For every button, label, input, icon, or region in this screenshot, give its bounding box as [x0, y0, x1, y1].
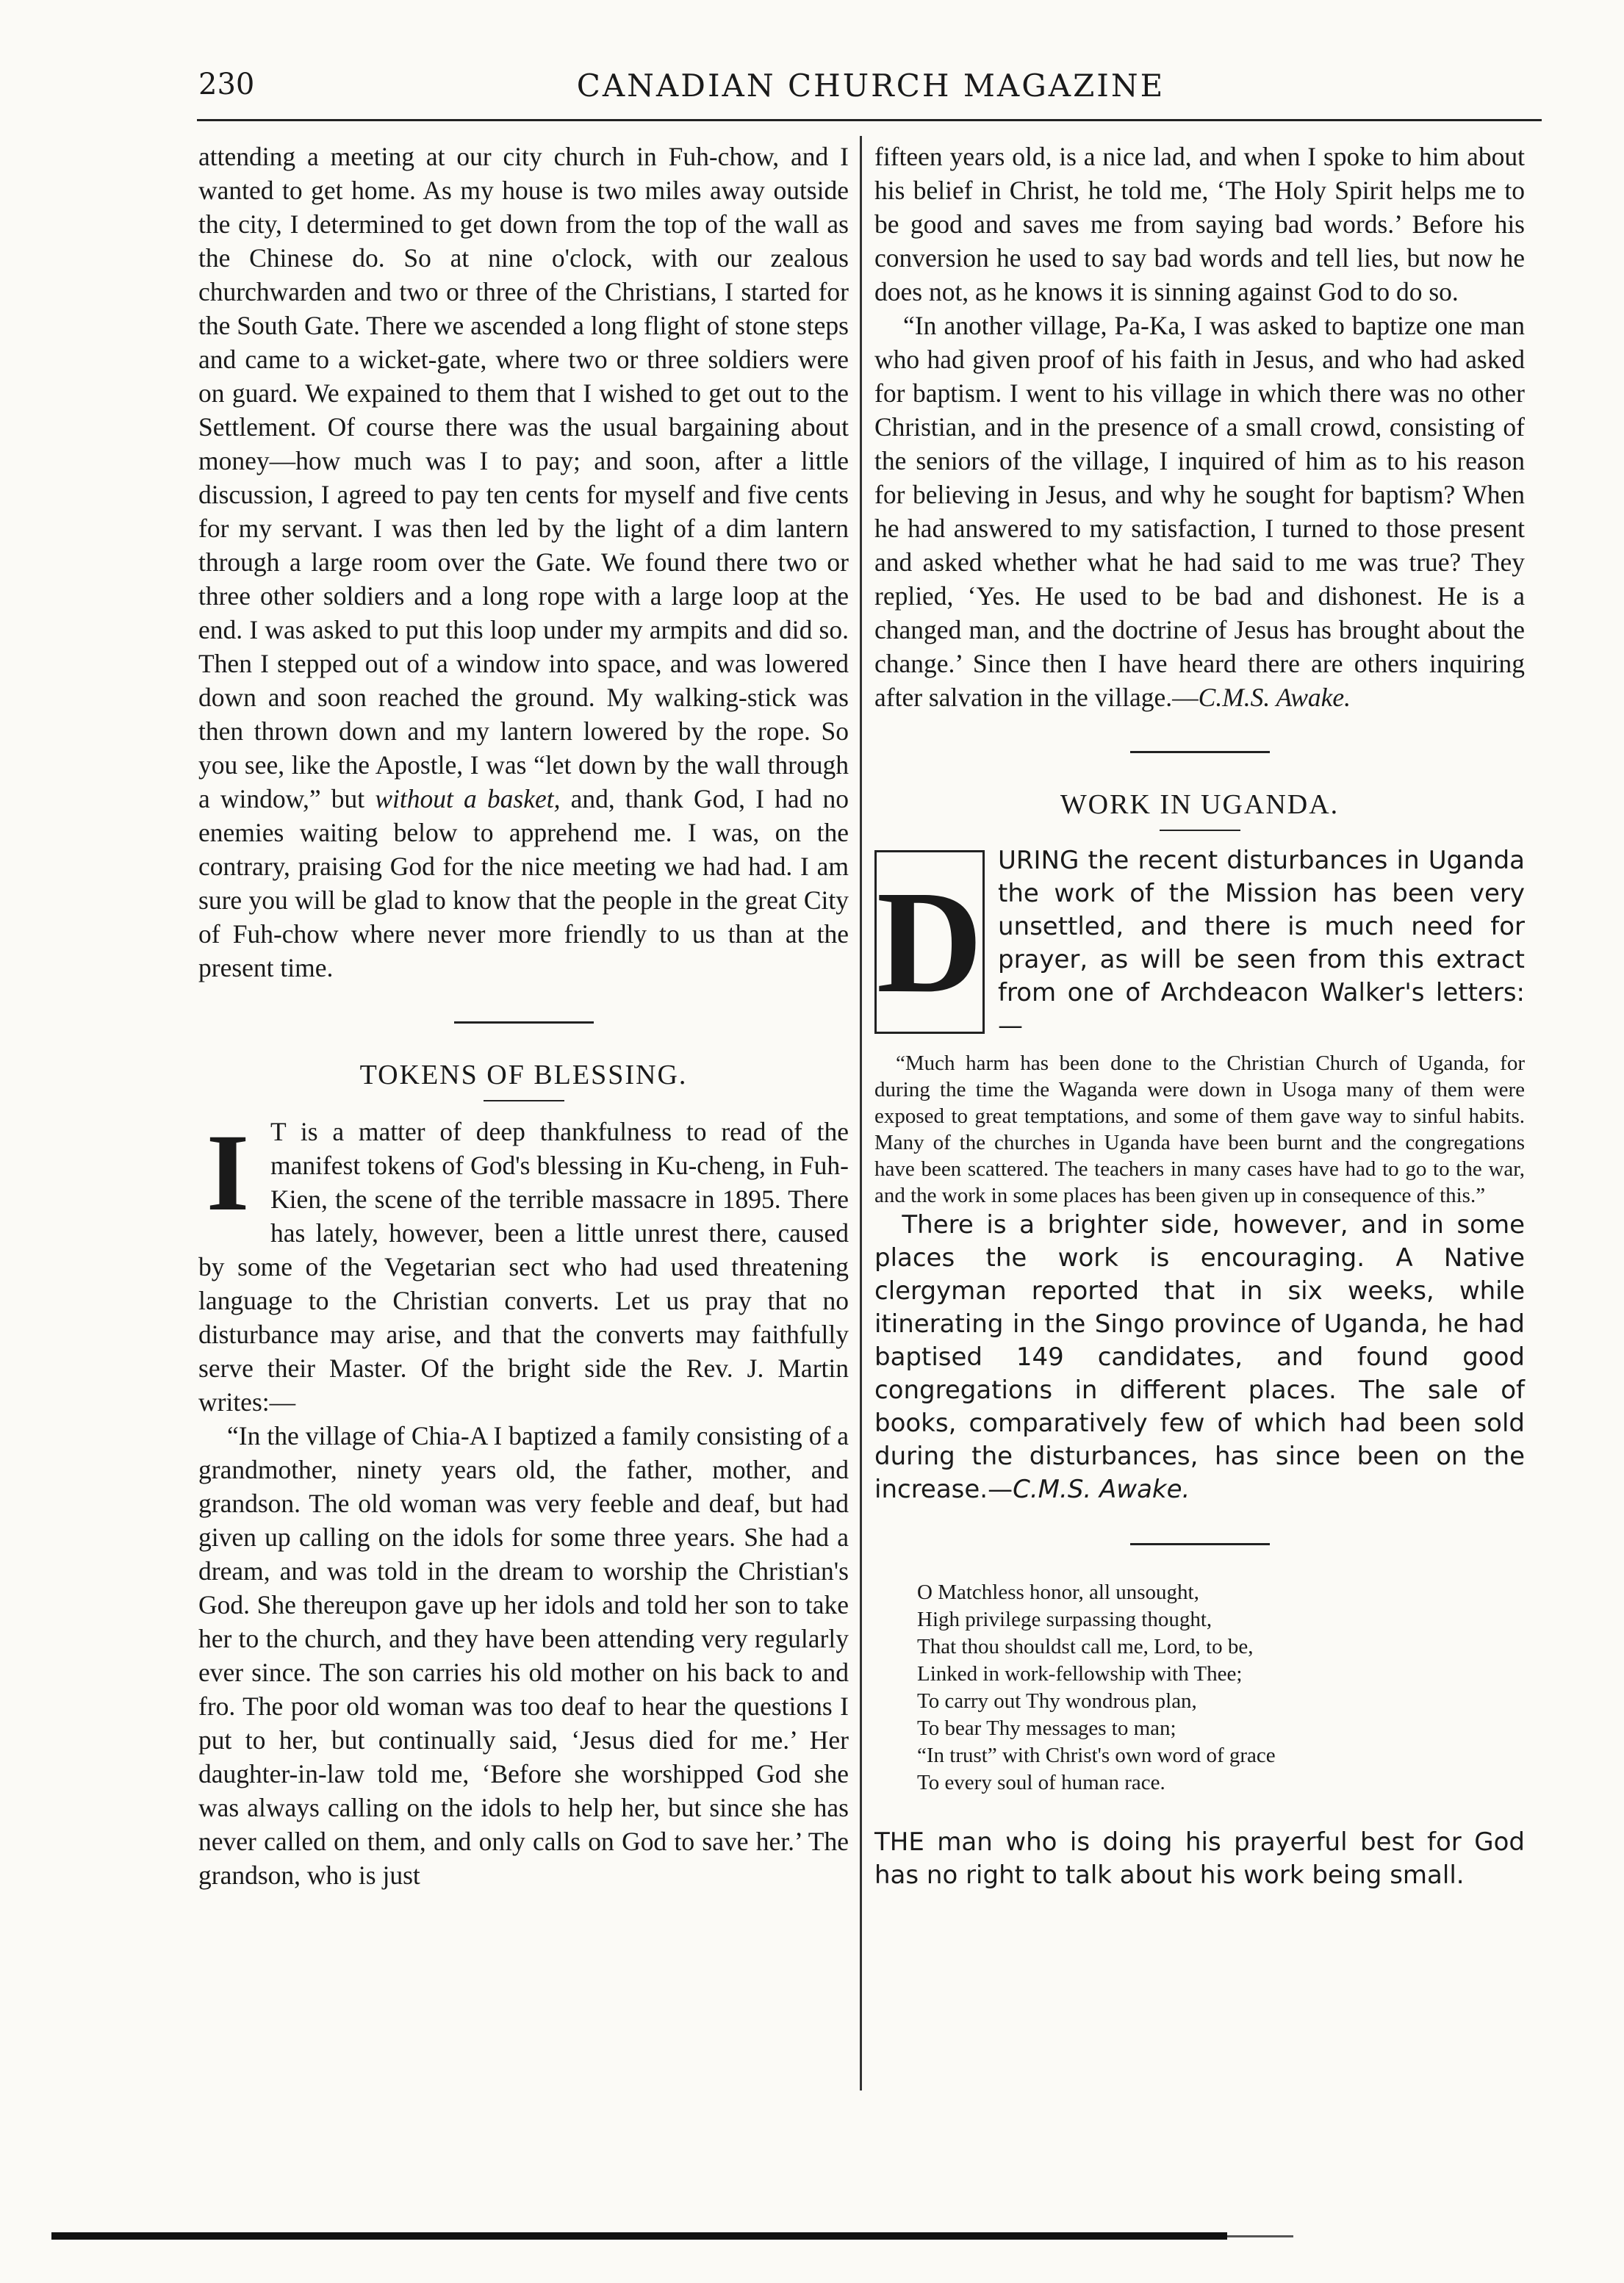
poem [917, 1579, 1525, 1797]
poem-line: To every soul of human race. [917, 1771, 1165, 1794]
section-separator [1130, 1543, 1270, 1545]
continued-paragraph: fifteen years old, is a nice lad, and when I spoke to him about his belief in Christ, he told me, ‘The Holy Spirit helps me to be good and saves me from saying bad words.’ Before his conversion he used to say bad words and tell lies, but now he does not, as he knows it is sinning against God to do so. [874, 142, 1525, 306]
section-separator [454, 1021, 594, 1024]
right-column [874, 140, 1525, 1892]
poem-line: That thou shouldst call me, Lord, to be, [917, 1635, 1254, 1658]
intro-paragraph: attending a meeting at our city church in Fuh-chow, and I wanted to get home. As my house is two miles away outside the city, I determined to get down from the top of the wall as the Chinese do. So at nine o'clock, with our zealous churchwarden and two or three of the Christians, I started for the South Gate. There we ascended a long flight of stone steps and came to a wicket-gate, where two or three soldiers were on guard. We expained to them that I wished to get out to the Settlement. Of course there was the usual bargaining about money—how much was I to pay; and soon, after a little discussion, I agreed to pay ten cents for myself and five cents for my servant. I was then led by the light of a dim lantern through a large room over the Gate. We found there two or three other soldiers and a long rope with a large loop at the end. I was asked to put this loop under my armpits and did so. Then I stepped out of a window into space, and was lowered down and soon reached the ground. My walking-stick was then thrown down and my lantern lowered by the rope. So you see, like the Apostle, I was “let down by the wall through a window,” but without a basket, and, thank God, I had no enemies waiting below to apprehend me. I was, on the contrary, praising God for the nice meeting we had had. I am sure you will be glad to know that the people in the great City of Fuh-chow where never more friendly to us than at the present time. [198, 142, 849, 982]
page-number: 230 [198, 68, 255, 101]
bottom-rule-tail [1227, 2235, 1293, 2237]
poem-line: High privilege surpassing thought, [917, 1608, 1212, 1631]
ornamental-dropcap: D [874, 850, 985, 1034]
poem-line: Linked in work-fellowship with Thee; [917, 1662, 1243, 1686]
poem-line: To carry out Thy wondrous plan, [917, 1689, 1197, 1713]
tokens-article [198, 1112, 849, 1892]
uganda-bright-paragraph: There is a brighter side, however, and in some places the work is encouraging. A Native clergyman reported that in six weeks, while itinerating in the Singo province of Uganda, he had baptised 149 candidates, and found good congregations in different places. The sale of books, comparatively few of which had been sold during the disturbances, has since been on the increase.—C.M.S. Awake. [874, 1210, 1525, 1504]
intro-italic: without a basket, [375, 784, 561, 813]
uganda-quote: “Much harm has been done to the Christian Church of Uganda, for during the time the Waganda were down in Usoga many of them were exposed to great temptations, and some of them gave way to sinful habits. Many of the churches in Uganda have been burnt and the congregations have been scattered. The teachers in many cases have had to go to the war, and the work in some places has been given up in consequence of this.” [874, 1051, 1525, 1207]
poem-line: To bear Thy messages to man; [917, 1716, 1176, 1740]
tokens-first-paragraph: T is a matter of deep thankfulness to read of the manifest tokens of God's blessing in Ku-cheng, in Fuh-Kien, the scene of the terrible massacre in 1895. There has lately, however, been a little unrest there, caused by some of the Vegetarian sect who had used threatening language to the Christian converts. Let us pray that no disturbance may arise, and that the converts may faithfully serve their Master. Of the bright side the Rev. J. Martin writes:— [198, 1117, 849, 1417]
tokens-quote-paragraph: “In the village of Chia-A I baptized a family consisting of a grandmother, ninety years old, the father, mother, and grandson. The old woman was very feeble and deaf, but had given up calling on the idols for some three years. She had a dream, and was told in the dream to worship the Christian's God. She thereupon gave up her idols and told her son to take her to the church, and they have been attending very regularly ever since. The son carries his old mother on his back to and fro. The poor old woman was too deaf to hear the questions I put to her, but continually said, ‘Jesus died for me.’ Her daughter-in-law told me, ‘Before she worshipped God she was always calling on the idols to help her, but since she has never called on them, and only calls on God to save her.’ The grandson, who is just [198, 1421, 849, 1890]
village-paragraph: “In another village, Pa-Ka, I was asked to baptize one man who had given proof of his faith in Jesus, and who had asked for baptism. I went to his village in which there was no other Christian, and in the presence of a small crowd, consisting of the seniors of the village, I inquired of him as to his reason for believing in Jesus, and why he sought for baptism? When he had answered to my satisfaction, I turned to those present and asked whether what he had said to me was true? They replied, ‘Yes. He used to be bad and dishonest. He is a changed man, and the doctrine of Jesus has brought about the change.’ Since then I have heard there are others inquiring after salvation in the village.—C.M.S. Awake. [874, 311, 1525, 712]
uganda-heading: WORK IN UGANDA. [1060, 789, 1340, 820]
page-header [198, 68, 1543, 112]
closing-paragraph: THE man who is doing his prayerful best for God has no right to talk about his work being small. [874, 1827, 1525, 1890]
uganda-article [874, 844, 1525, 1506]
left-column [198, 140, 849, 1892]
heading-rule [484, 1100, 564, 1101]
header-rule [197, 119, 1542, 121]
source-credit: C.M.S. Awake. [1013, 1475, 1190, 1504]
uganda-first-paragraph: URING the recent disturbances in Uganda the work of the Mission has been very unsettled, and there is much need for prayer, as will be seen from this extract from one of Archdeacon Walker's letters:— [998, 846, 1525, 1040]
poem-line: O Matchless honor, all unsought, [917, 1581, 1199, 1604]
bottom-rule [51, 2232, 1227, 2240]
heading-rule [1160, 830, 1240, 831]
section-separator [1130, 751, 1270, 753]
poem-line: “In trust” with Christ's own word of grace [917, 1744, 1276, 1767]
dropcap-letter: I [206, 1112, 250, 1234]
column-divider [860, 136, 862, 2090]
tokens-heading: TOKENS OF BLESSING. [359, 1060, 688, 1090]
magazine-title: CANADIAN CHURCH MAGAZINE [576, 68, 1165, 104]
source-credit: C.M.S. Awake. [1198, 683, 1351, 712]
